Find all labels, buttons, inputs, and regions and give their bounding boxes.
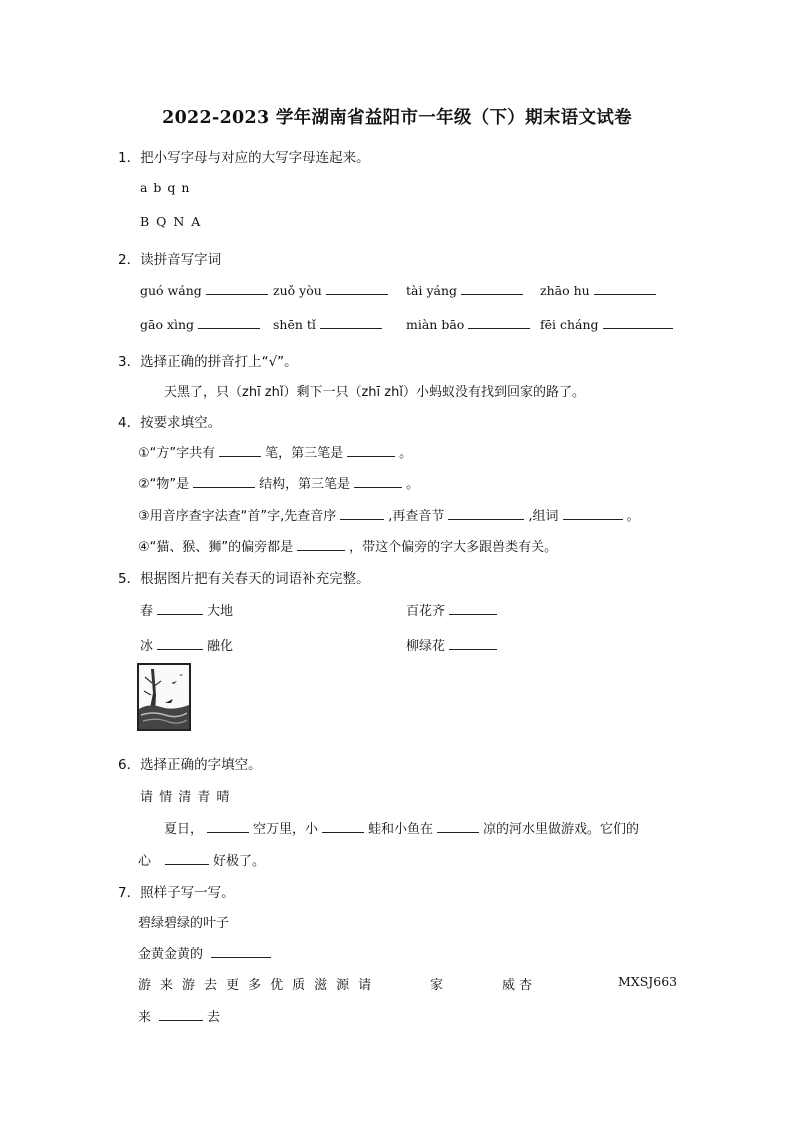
answer-blank[interactable] bbox=[157, 602, 203, 615]
answer-blank[interactable] bbox=[603, 316, 673, 329]
prompt-text: 冰 bbox=[140, 639, 154, 654]
example-phrase: 碧绿碧绿的叶子 bbox=[138, 916, 230, 931]
answer-blank[interactable] bbox=[159, 1008, 203, 1021]
pinyin-item bbox=[273, 316, 386, 332]
prompt-text: ④“猫、猴、狮”的偏旁都是 bbox=[138, 540, 294, 555]
uppercase-letters: B Q N A bbox=[140, 214, 202, 229]
question-6-paragraph-line-1 bbox=[164, 818, 639, 837]
answer-blank[interactable] bbox=[326, 282, 388, 295]
pinyin-item bbox=[540, 282, 660, 298]
question-6-stem: 6．选择正确的字填空。 bbox=[118, 757, 262, 773]
prompt-text: 大地 bbox=[207, 604, 234, 619]
answer-blank[interactable] bbox=[157, 637, 203, 650]
page-title: 2022-2023 学年湖南省益阳市一年级（下）期末语文试卷 bbox=[162, 108, 632, 128]
answer-blank[interactable] bbox=[340, 507, 384, 520]
prompt-text: 好极了。 bbox=[213, 854, 266, 869]
answer-blank[interactable] bbox=[219, 444, 261, 457]
pinyin-item bbox=[273, 282, 392, 298]
question-4-line-1 bbox=[138, 442, 412, 461]
prompt-text: 。 bbox=[406, 477, 420, 492]
answer-blank[interactable] bbox=[468, 316, 530, 329]
prompt-text: 凉的河水里做游戏。它们的 bbox=[483, 822, 640, 837]
pinyin-text: fēi cháng bbox=[540, 317, 599, 332]
question-4-line-4 bbox=[138, 536, 557, 555]
spring-phrase bbox=[140, 635, 233, 654]
prompt-text: ,再查音节 bbox=[388, 509, 445, 524]
prompt-text: ，带这个偏旁的字大多跟兽类有关。 bbox=[349, 540, 558, 555]
prompt-text: 蛙和小鱼在 bbox=[368, 822, 434, 837]
pinyin-item bbox=[140, 316, 264, 332]
prompt-text: 。 bbox=[626, 509, 640, 524]
pinyin-text: zuǒ yòu bbox=[273, 283, 322, 298]
answer-blank[interactable] bbox=[165, 852, 209, 865]
lowercase-letters: a b q n bbox=[140, 180, 191, 195]
pinyin-item bbox=[540, 316, 677, 332]
prompt-text: 百花齐 bbox=[406, 604, 446, 619]
pinyin-item bbox=[406, 282, 527, 298]
answer-blank[interactable] bbox=[449, 602, 497, 615]
answer-blank[interactable] bbox=[449, 637, 497, 650]
question-1-stem: 1．把小写字母与对应的大写字母连起来。 bbox=[118, 150, 370, 166]
pinyin-item bbox=[140, 282, 272, 298]
answer-blank[interactable] bbox=[347, 444, 395, 457]
answer-blank[interactable] bbox=[461, 282, 523, 295]
question-4-line-3 bbox=[138, 505, 640, 524]
answer-blank[interactable] bbox=[320, 316, 382, 329]
answer-blank[interactable] bbox=[594, 282, 656, 295]
prompt-text: 去 bbox=[207, 1010, 221, 1025]
question-7-stem: 7．照样子写一写。 bbox=[118, 885, 235, 901]
spring-phrase bbox=[140, 600, 233, 619]
question-4-stem: 4．按要求填空。 bbox=[118, 415, 222, 431]
prompt-text: 金黄金黄的 bbox=[138, 947, 204, 962]
prompt-text: 融化 bbox=[207, 639, 234, 654]
prompt-text: 心 bbox=[138, 854, 152, 869]
pinyin-text: miàn bāo bbox=[406, 317, 465, 332]
watermark-chars: 游来游去更多优质滋源请 bbox=[138, 978, 381, 993]
character-options: 请 情 清 青 晴 bbox=[140, 790, 230, 805]
prompt-text: 春 bbox=[140, 604, 154, 619]
answer-blank[interactable] bbox=[211, 945, 271, 958]
question-7-line-3 bbox=[138, 1006, 220, 1025]
spring-phrase bbox=[406, 600, 501, 619]
pinyin-item bbox=[406, 316, 534, 332]
prompt-text: ②“物”是 bbox=[138, 477, 190, 492]
pinyin-text: tài yáng bbox=[406, 283, 458, 298]
watermark-char-jia: 家 bbox=[430, 978, 444, 993]
watermark-code: MXSJ663 bbox=[618, 974, 678, 989]
prompt-text: 来 bbox=[138, 1010, 152, 1025]
watermark-chars-weixing: 威杏 bbox=[502, 978, 537, 993]
answer-blank[interactable] bbox=[563, 507, 623, 520]
pinyin-text: shēn tǐ bbox=[273, 317, 316, 332]
pinyin-text: guó wáng bbox=[140, 283, 202, 298]
prompt-text: 。 bbox=[399, 446, 413, 461]
question-6-paragraph-line-2 bbox=[138, 850, 265, 869]
pinyin-text: zhāo hu bbox=[540, 283, 590, 298]
pinyin-text: gāo xìng bbox=[140, 317, 195, 332]
spring-phrase bbox=[406, 635, 501, 654]
question-3-sentence: 天黑了，只（zhī zhǐ）剩下一只（zhī zhǐ）小蚂蚁没有找到回家的路了。 bbox=[164, 385, 585, 400]
answer-blank[interactable] bbox=[437, 820, 479, 833]
prompt-text: 柳绿花 bbox=[406, 639, 446, 654]
question-3-stem: 3．选择正确的拼音打上“√”。 bbox=[118, 354, 298, 370]
prompt-text: ,组词 bbox=[528, 509, 559, 524]
question-5-stem: 5．根据图片把有关春天的词语补充完整。 bbox=[118, 571, 370, 587]
answer-blank[interactable] bbox=[193, 475, 255, 488]
prompt-text: 空万里，小 bbox=[253, 822, 319, 837]
prompt-text: 夏日， bbox=[164, 822, 204, 837]
watermark-character-row bbox=[138, 974, 380, 993]
spring-illustration bbox=[137, 663, 191, 731]
answer-blank[interactable] bbox=[207, 820, 249, 833]
question-7-line-1 bbox=[138, 943, 275, 962]
prompt-text: 结构，第三笔是 bbox=[259, 477, 351, 492]
answer-blank[interactable] bbox=[198, 316, 260, 329]
question-2-stem: 2．读拼音写字词 bbox=[118, 252, 222, 268]
answer-blank[interactable] bbox=[322, 820, 364, 833]
answer-blank[interactable] bbox=[206, 282, 268, 295]
prompt-text: 笔，第三笔是 bbox=[265, 446, 344, 461]
prompt-text: ③用音序查字法查“首”字,先查音序 bbox=[138, 509, 337, 524]
question-4-line-2 bbox=[138, 473, 419, 492]
answer-blank[interactable] bbox=[297, 538, 345, 551]
answer-blank[interactable] bbox=[354, 475, 402, 488]
answer-blank[interactable] bbox=[448, 507, 524, 520]
prompt-text: ①“方”字共有 bbox=[138, 446, 216, 461]
spring-scene-drawing bbox=[139, 665, 189, 729]
